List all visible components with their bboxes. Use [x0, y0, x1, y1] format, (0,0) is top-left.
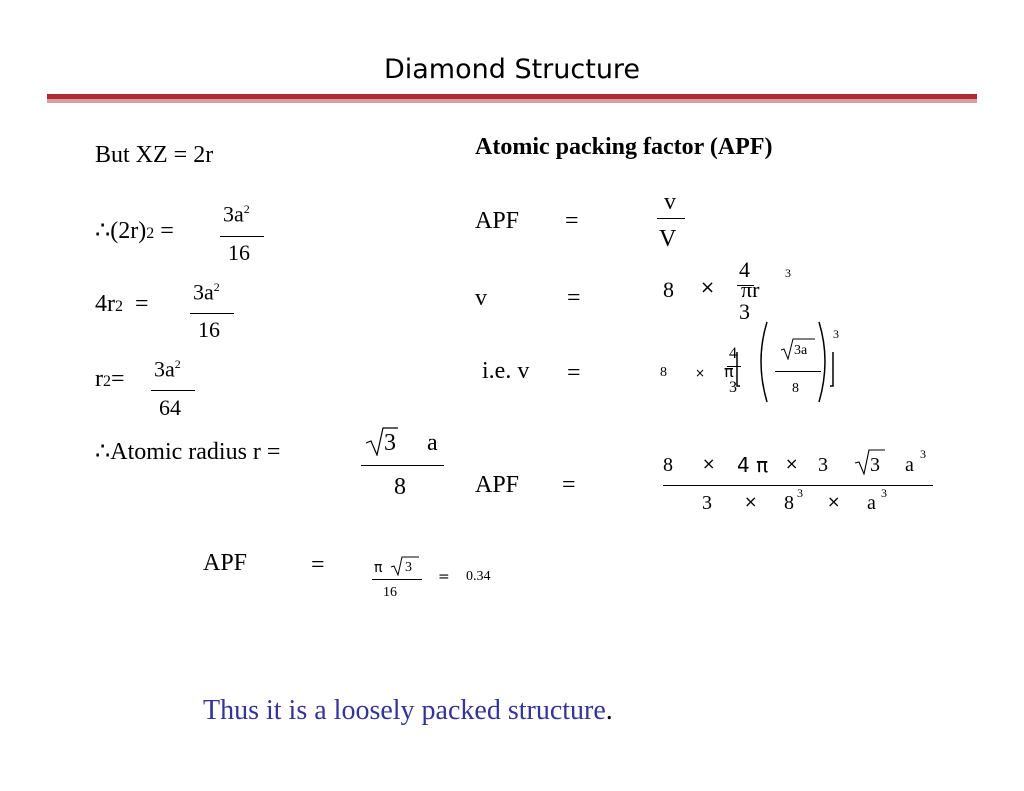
apf-result-equals: = [311, 552, 325, 578]
radius-a: a [427, 430, 438, 456]
apf-second-equals: = [438, 569, 450, 585]
ie-inner-fraction-bar [775, 371, 821, 372]
radius-fraction-bar [361, 465, 444, 466]
eq1-num-text: 3a [223, 201, 244, 227]
apf-def-equals: = [565, 208, 579, 234]
v-times: × [700, 277, 716, 298]
radius-root-value: 3 [384, 430, 396, 456]
eq2-fraction-bar [190, 313, 234, 314]
radius-denominator: 8 [394, 474, 406, 500]
final-den-8-exp: 3 [797, 486, 803, 500]
conclusion-period: . [605, 695, 613, 726]
eq2-denominator: 16 [198, 317, 220, 342]
apf-denominator: 16 [383, 585, 397, 600]
eq2-lhs-text: 4r [95, 291, 115, 317]
apf-heading: Atomic packing factor (APF) [475, 134, 773, 160]
eq3-denominator: 64 [159, 395, 181, 420]
final-den-a: a [867, 492, 876, 514]
ie-frac-den: 3 [729, 379, 737, 396]
final-den-8: 8 [784, 492, 794, 514]
eq2-num-exp: 2 [213, 280, 220, 294]
v-cube-exp: 3 [785, 266, 791, 280]
ie-root-value: 3a [794, 343, 808, 358]
final-num-8: 8 [663, 454, 673, 476]
v-eight: 8 [663, 277, 674, 302]
apf-fraction-bar [372, 579, 422, 580]
eq3-lhs [95, 367, 125, 391]
ie-cube-exp: 3 [833, 327, 839, 341]
final-apf-label: APF [475, 472, 520, 498]
v-frac-num: 4 [739, 257, 750, 282]
v-equals: = [567, 285, 581, 311]
final-num-a-exp: 3 [920, 447, 926, 461]
ie-times: × [695, 366, 706, 380]
eq3-num-exp: 2 [174, 357, 181, 371]
apf-def-fraction-bar [657, 218, 685, 219]
apf-def-numerator: v [664, 189, 676, 215]
xz-equals-2r: But XZ = 2r [95, 142, 214, 168]
apf-def-denominator: V [659, 226, 677, 252]
eq1-denominator: 16 [228, 240, 250, 265]
ie-label: i.e. v [482, 358, 530, 384]
final-num-3: 3 [818, 454, 828, 476]
eq1-num-exp: 2 [243, 202, 250, 216]
final-num-times-2: × [785, 454, 799, 473]
ie-brackets-icon [733, 316, 843, 408]
eq1-equals: = [160, 218, 174, 244]
eq1-lhs-text: ∴(2r) [95, 218, 147, 244]
apf-result-label: APF [203, 550, 248, 576]
eq1-fraction-bar [220, 236, 264, 237]
eq3-numerator [154, 358, 181, 380]
eq3-lhs-exp: 2 [103, 373, 111, 390]
eq3-equals: = [111, 366, 125, 392]
final-den-times-2: × [827, 492, 841, 511]
eq3-num-text: 3a [154, 356, 175, 382]
ie-equals: = [567, 360, 581, 386]
eq2-num-text: 3a [193, 279, 214, 305]
final-den-a-exp: 3 [881, 486, 887, 500]
v-pi-r: πr [741, 277, 760, 302]
apf-value: 0.34 [466, 569, 491, 584]
eq2-equals: = [135, 291, 149, 317]
final-root-value: 3 [870, 454, 880, 476]
ie-eight: 8 [660, 365, 667, 380]
final-den-3: 3 [702, 492, 712, 514]
apf-def-label: APF [475, 208, 520, 234]
final-apf-equals: = [562, 472, 576, 498]
final-num-a: a [905, 454, 914, 476]
ie-inner-den: 8 [792, 381, 799, 396]
conclusion-text [203, 697, 613, 725]
ie-pi: π [724, 362, 734, 381]
final-num-times-1: × [702, 454, 716, 473]
final-den-times-1: × [744, 492, 758, 511]
final-num-4pi: 4 π [737, 453, 769, 477]
apf-pi: π [374, 560, 383, 576]
eq3-fraction-bar [151, 390, 195, 391]
v-label: v [475, 285, 487, 311]
eq2-numerator [193, 281, 220, 303]
slide-title: Diamond Structure [383, 54, 641, 85]
eq1-numerator [223, 203, 250, 225]
eq2-lhs-exp: 2 [115, 298, 123, 315]
eq1-lhs [95, 219, 174, 243]
conclusion-sentence: Thus it is a loosely packed structure [203, 695, 606, 726]
eq2-lhs [95, 292, 149, 316]
title-underline-shadow [47, 99, 977, 103]
v-frac-den: 3 [739, 299, 750, 324]
atomic-radius-label: ∴Atomic radius r = [95, 439, 281, 465]
eq1-lhs-exp: 2 [146, 225, 155, 242]
ie-frac-num: 4 [729, 345, 737, 362]
apf-root-value: 3 [405, 560, 412, 575]
eq3-lhs-text: r [95, 366, 103, 392]
